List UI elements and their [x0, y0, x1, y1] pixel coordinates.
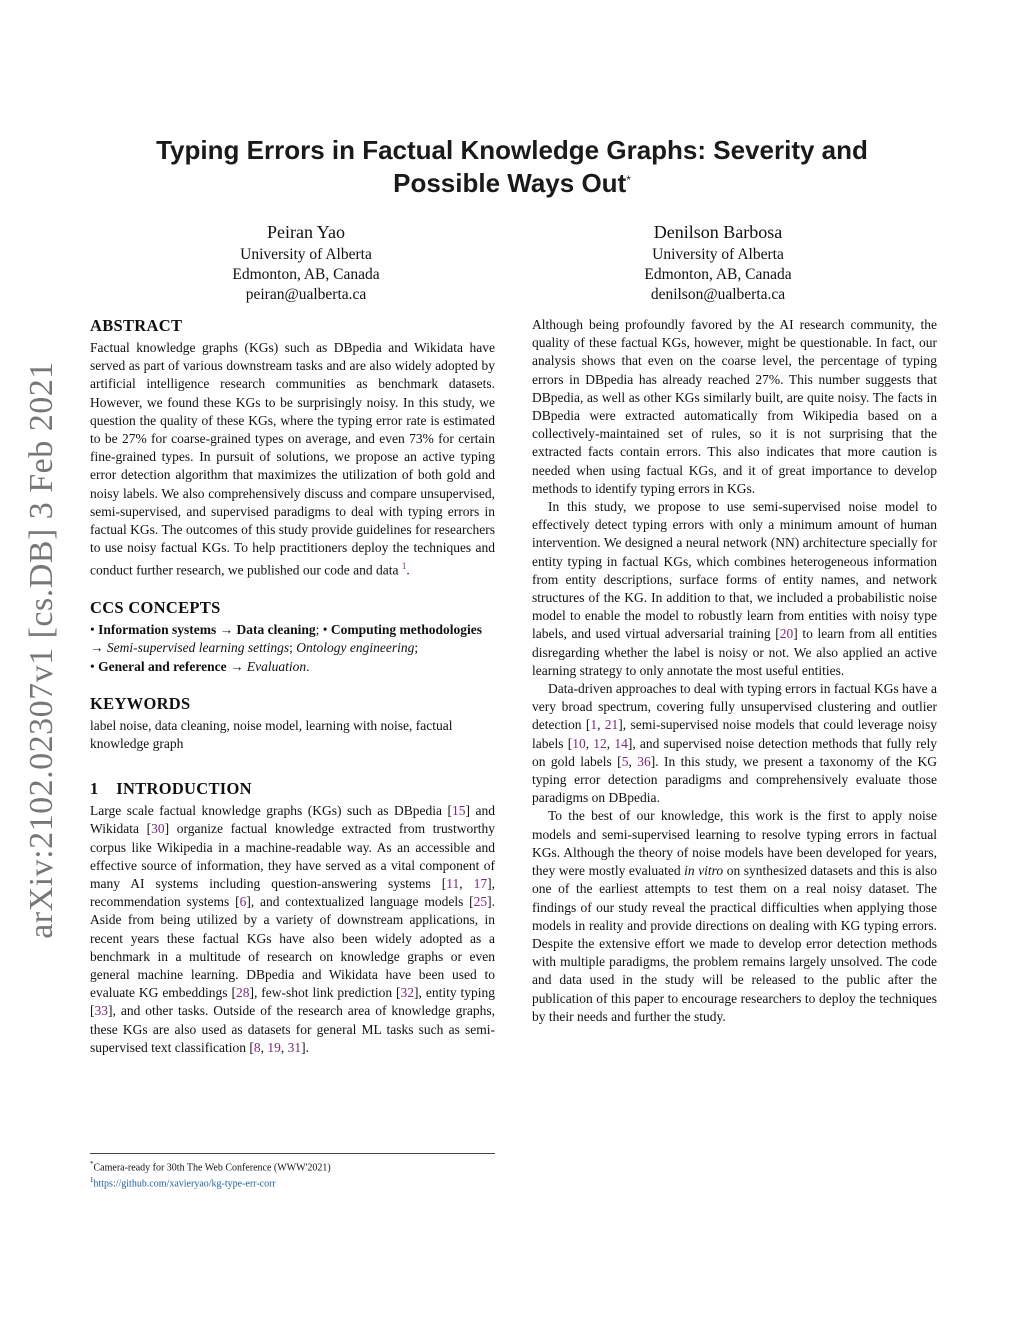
ccs-sep: ; — [315, 622, 320, 638]
intro-heading: 1 INTRODUCTION — [90, 779, 252, 799]
intro-paragraph-4 — [532, 680, 937, 807]
citation-link[interactable]: 25 — [473, 894, 488, 910]
text-run: , — [280, 1039, 288, 1055]
footnote-mark: 1 — [90, 1176, 94, 1185]
ccs-sub: Evaluation — [246, 658, 307, 674]
abstract-heading: ABSTRACT — [90, 316, 183, 335]
footnote-link[interactable]: https://github.com/xavieryao/kg-type-err-corr — [93, 1178, 276, 1190]
intro-paragraph-5 — [532, 807, 937, 1025]
right-column — [532, 316, 937, 1026]
text-run: ], semi-supervised noise models that could leverage noisy labels [ — [532, 717, 937, 751]
ccs-sub: Semi-supervised learning settings — [106, 640, 290, 656]
author-name: Peiran Yao — [266, 222, 345, 242]
ccs-arrow: → — [219, 622, 234, 638]
text-run: ], and other tasks. Outside of the research area of knowledge graphs, these KGs are also used as datasets for general ML tasks such as semi-supervised text classification [ — [90, 1003, 495, 1055]
abstract-footnote-ref[interactable]: 1 — [401, 561, 407, 572]
title-line-2-text: Possible Ways Out — [393, 168, 627, 198]
text-run: ]. In this study, we present a taxonomy of the KG typing error detection paradigms and comprehensively evaluate those paradigms on DBpedia. — [532, 753, 938, 806]
abstract-text — [90, 339, 495, 580]
left-column — [90, 316, 495, 1057]
text-run: To the best of our knowledge, this work is the first to apply noise models and semi-supervised learning to resolve typing errors in factual KGs. Although the theory of noise models have been developed for years, they were mostly evaluated — [532, 808, 937, 879]
author-block-1 — [156, 220, 456, 305]
author-email[interactable]: denilson@ualberta.ca — [650, 286, 786, 303]
author-affiliation: University of Alberta — [240, 246, 372, 263]
ccs-arrow: → — [90, 640, 104, 656]
text-run: ] organize factual knowledge extracted from trustworthy corpus like Wikipedia in a machine-readable way. As an accessible and effective source of information, they have served as a vital component of many AI systems including question-answering systems [ — [90, 821, 496, 891]
paper-title — [100, 134, 924, 200]
arxiv-stamp — [14, 361, 70, 939]
citation-link[interactable]: 15 — [451, 803, 466, 819]
citation-link[interactable]: 8 — [253, 1039, 261, 1055]
author-location: Edmonton, AB, Canada — [232, 266, 380, 283]
text-run: ], few-shot link prediction [ — [249, 985, 401, 1001]
citation-link[interactable]: 14 — [614, 735, 628, 751]
ccs-main: Computing methodologies — [330, 622, 482, 638]
citation-link[interactable]: 10 — [572, 735, 586, 751]
text-run: ]. Aside from being utilized by a variety of downstream applications, in recent years these factual KGs have also been widely adopted as a benchmark in a multitude of research on knowledge graphs or even general machine learning. DBpedia and Wikidata have been used to evaluate KG embeddings [ — [90, 894, 496, 1001]
ccs-sub: Data cleaning — [236, 622, 316, 638]
citation-link[interactable]: 6 — [239, 894, 247, 910]
keywords-heading: KEYWORDS — [90, 693, 191, 713]
citation-link[interactable]: 5 — [621, 753, 629, 769]
ccs-bullet: • — [90, 658, 95, 674]
author-location: Edmonton, AB, Canada — [644, 266, 792, 283]
footnotes — [90, 1153, 495, 1191]
ccs-bullet: • — [322, 622, 328, 638]
text-run: ], entity typing [ — [90, 985, 495, 1019]
text-run: ] to learn from all entities disregarding whether the label is noisy or not. We also applied an active learning strategy to only annotate the most useful entities. — [532, 626, 938, 678]
text-run: , — [628, 753, 638, 769]
arxiv-stamp-text: arXiv:2102.02307v1 [cs.DB] 3 Feb 2021 — [23, 361, 60, 939]
text-run: ]. — [301, 1039, 309, 1055]
abstract-end: . — [406, 562, 410, 578]
citation-link[interactable]: 1 — [590, 717, 598, 733]
ccs-line — [90, 621, 495, 676]
ccs-main: Information systems — [98, 622, 217, 638]
ccs-end: . — [306, 658, 310, 674]
abstract-body: Factual knowledge graphs (KGs) such as DBpedia and Wikidata have served as part of various downstream tasks and are also widely adopted by artificial intelligence research communities as benchmark datasets. However, we found these KGs to be surprisingly noisy. In this study, we question the quality of these KGs, where the typing error rate is estimated to be 27% for coarse-grained types on average, and even 73% for certain fine-grained types. In pursuit of solutions, we propose an active typing error detection algorithm that maximizes the utilization of both gold and noisy labels. We also comprehensively discuss and compare unsupervised, semi-supervised, and supervised paradigms to deal with typing errors in factual KGs. The outcomes of this study provide guidelines for researchers to use noisy factual KGs. To help practitioners deploy the techniques and conduct further research, we published our code and data — [90, 340, 495, 578]
author-name: Denilson Barbosa — [653, 222, 783, 242]
ccs-extra-sep: ; — [414, 640, 419, 656]
intro-paragraph-2: Although being profoundly favored by the AI research community, the quality of these factual KGs, however, might be questionable. In fact, our analysis shows that even on the coarse level, the percentage of typing errors in DBpedia has already reached 27%. This number suggests that DBpedia, as well as other KGs similarly built, are quite noisy. The facts in DBpedia were extracted automatically from Wikipedia based on a collectively-maintained set of rules, so it is not surprising that the extracted facts contain errors. This also indicates that more caution is needed when using factual KGs, and it of great importance to develop methods to identify typing errors in KGs. — [532, 317, 937, 496]
ccs-heading: CCS CONCEPTS — [90, 598, 221, 618]
citation-link[interactable]: 21 — [604, 717, 619, 733]
intro-paragraph-3 — [532, 498, 937, 680]
text-run: Large scale factual knowledge graphs (KGs) such as DBpedia [ — [90, 803, 452, 819]
ccs-bullet: • — [90, 622, 95, 638]
citation-link[interactable]: 20 — [779, 626, 794, 642]
citation-link[interactable]: 33 — [94, 1003, 108, 1019]
footnote-star — [90, 1158, 495, 1174]
text-run: , — [260, 1039, 268, 1055]
text-run: Data-driven approaches to deal with typing errors in factual KGs have a very broad spectrum, covering fully unsupervised clustering and outlier detection [ — [532, 681, 937, 733]
citation-link[interactable]: 30 — [151, 821, 165, 837]
author-block-2 — [568, 220, 868, 305]
citation-link[interactable]: 36 — [637, 753, 651, 769]
text-run: ] and Wikidata [ — [90, 803, 495, 837]
ccs-arrow: → — [229, 658, 244, 674]
citation-link[interactable]: 19 — [267, 1039, 281, 1055]
citation-link[interactable]: 11 — [446, 875, 460, 891]
citation-link[interactable]: 17 — [473, 875, 488, 891]
text-run: ], recommendation systems [ — [90, 875, 496, 910]
text-run: , — [585, 735, 594, 751]
text-run: In this study, we propose to use semi-supervised noise model to effectively detect typing errors with only a minimum amount of human intervention. We designed a neural network (NN) architecture specially for entity typing in factual KGs, which combines heterogeneous information from entity descriptions, surface forms of entity names, and network structures of the KG. In addition to that, we included a probabilistic noise model to enable the model to robustly learn from entities with noisy type labels, and used virtual adversarial training [ — [532, 499, 937, 642]
text-run: ], and contextualized language models [ — [246, 894, 474, 910]
citation-link[interactable]: 12 — [593, 735, 607, 751]
text-run: , — [606, 735, 615, 751]
text-run: ], and supervised noise detection methods that fully rely on gold labels [ — [532, 735, 937, 769]
text-run: , — [459, 875, 474, 891]
author-affiliation: University of Alberta — [652, 246, 784, 263]
ccs-concepts — [90, 621, 495, 676]
keywords-text: label noise, data cleaning, noise model, learning with noise, factual knowledge graph — [90, 717, 453, 751]
title-line-2 — [100, 167, 924, 200]
citation-link[interactable]: 28 — [235, 985, 250, 1001]
citation-link[interactable]: 32 — [400, 985, 415, 1001]
ccs-extra: Ontology engineering — [296, 640, 415, 656]
text-run: on synthesized datasets and this is also one of the earliest attempts to test them on a real noisy dataset. The findings of our study reveal the practical difficulties when applying those models in reality and provide directions on dealing with KG typing errors. Despite the extensive effort we made to develop error detection methods with multiple paradigms, the problem remains largely unsolved. The code and data used in the study will be released to the public after the publication of this paper to encourage researchers to deploy the techniques by their needs and further the study. — [532, 863, 937, 1024]
title-line-1: Typing Errors in Factual Knowledge Graphs: Severity and — [156, 135, 868, 165]
text-run: , — [597, 717, 605, 733]
citation-link[interactable]: 31 — [287, 1039, 302, 1055]
footnote-1 — [90, 1174, 495, 1190]
footnote-mark: * — [90, 1160, 94, 1168]
ccs-main: General and reference — [98, 658, 227, 674]
footnote-text: Camera-ready for 30th The Web Conference (WWW'2021) — [93, 1162, 331, 1174]
ccs-sep: ; — [289, 640, 293, 656]
title-footnote-mark: * — [626, 173, 631, 187]
emphasis: in vitro — [684, 863, 724, 879]
author-email[interactable]: peiran@ualberta.ca — [245, 286, 367, 303]
intro-paragraph-1 — [90, 802, 495, 1057]
